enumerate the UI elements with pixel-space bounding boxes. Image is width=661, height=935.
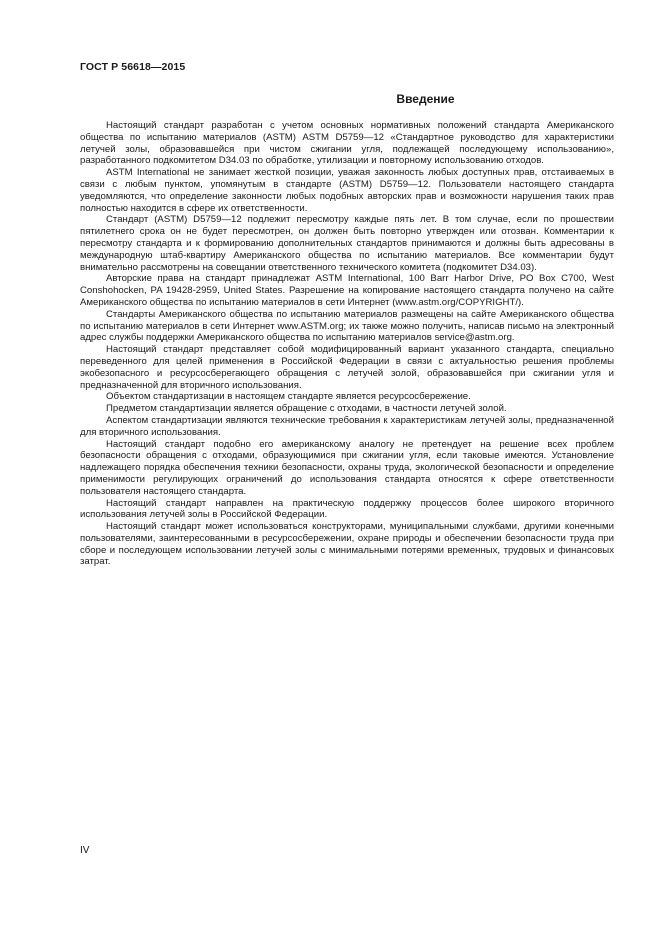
paragraph: Настоящий стандарт подобно его американскому аналогу не претендует на решение всех проблем безопасности обращения с отходами, образующимися при сжигании угля, если таковые имеются. Установление надлежащего порядка обеспечения техники безопасности, охраны труда, экологической безопасности и определение применимости регулирующих ограничений до использования стандарта относятся к сфере ответственности пользователя настоящего стандарта. [80, 438, 614, 497]
paragraph: Настоящий стандарт может использоваться конструкторами, муниципальными службами, другими конечными пользователями, заинтересованными в ресурсосбережении, охране природы и обеспечении безопасности труда при сборе и последующем использовании летучей золы с минимальными потерями временных, трудовых и финансовых затрат. [80, 521, 614, 568]
paragraph: Настоящий стандарт разработан с учетом основных нормативных положений стандарта Американского общества по испытанию материалов (ASTM) ASTM D5759—12 «Стандартное руководство для характеристики летучей золы, образовавшейся при чистом сжигании угля, подлежащей последующему использованию», разработанного подкомитетом D34.03 по обработке, утилизации и повторному использованию отходов. [80, 120, 614, 167]
paragraph: Объектом стандартизации в настоящем стандарте является ресурсосбережение. [106, 391, 471, 403]
paragraph: Настоящий стандарт представляет собой модифицированный вариант указанного стандарта, специально переведенного для целей применения в Российской Федерации в связи с актуальностью решения проблемы экобезопасного и ресурсосберегающего обращения с летучей золой, образовавшейся при сжигании угля и предназначенной для вторичного использования. [80, 344, 614, 391]
paragraph: Предметом стандартизации является обращение с отходами, в частности летучей золой. [106, 403, 507, 415]
section-title-container [80, 92, 615, 106]
paragraph: ASTM International не занимает жесткой позиции, уважая законность любых доступных прав, отстаиваемых в связи с любым пунктом, упомянутым в стандарте (ASTM) D5759—12. Пользователи настоящего стандарта уведомляются, что определение законности любых подобных авторских прав и возможности нарушения таких прав полностью находится в сфере их ответственности. [80, 167, 614, 214]
paragraph: Аспектом стандартизации являются технические требования к характеристикам летучей золы, предназначенной для вторичного использования. [80, 414, 614, 438]
section-title: Введение [396, 92, 455, 106]
standard-id: ГОСТ Р 56618—2015 [80, 61, 186, 73]
paragraph: Стандарты Американского общества по испытанию материалов размещены на сайте Американского общества по испытанию материалов в сети Интернет www.ASTM.org; их также можно получить, написав письмо на электронный адрес службы поддержки Американского общества по испытанию материалов service@astm.org. [80, 308, 614, 344]
paragraph: Настоящий стандарт направлен на практическую поддержку процессов более широкого вторичного использования летучей золы в Российской Федерации. [80, 497, 614, 521]
page-number: IV [80, 845, 90, 856]
paragraph: Авторские права на стандарт принадлежат ASTM International, 100 Barr Harbor Drive, PO Box C700, West Conshohocken, PA 19428-2959, United States. Разрешение на копирование настоящего стандарта получено на сайте Американского общества по испытанию материалов в сети Интернет (www.astm.org/COPYRIGHT/). [80, 273, 614, 308]
paragraph: Стандарт (ASTM) D5759—12 подлежит пересмотру каждые пять лет. В том случае, если по прошествии пятилетнего срока он не будет пересмотрен, он должен быть повторно утвержден или отозван. Комментарии к пересмотру стандарта и к формированию дополнительных стандартов принимаются и должны быть адресованы в международную штаб-квартиру Американского общества по испытанию материалов. Все комментарии будут внимательно рассмотрены на совещании ответственного технического комитета (подкомитет D34.03). [80, 214, 614, 273]
document-body [80, 120, 614, 568]
